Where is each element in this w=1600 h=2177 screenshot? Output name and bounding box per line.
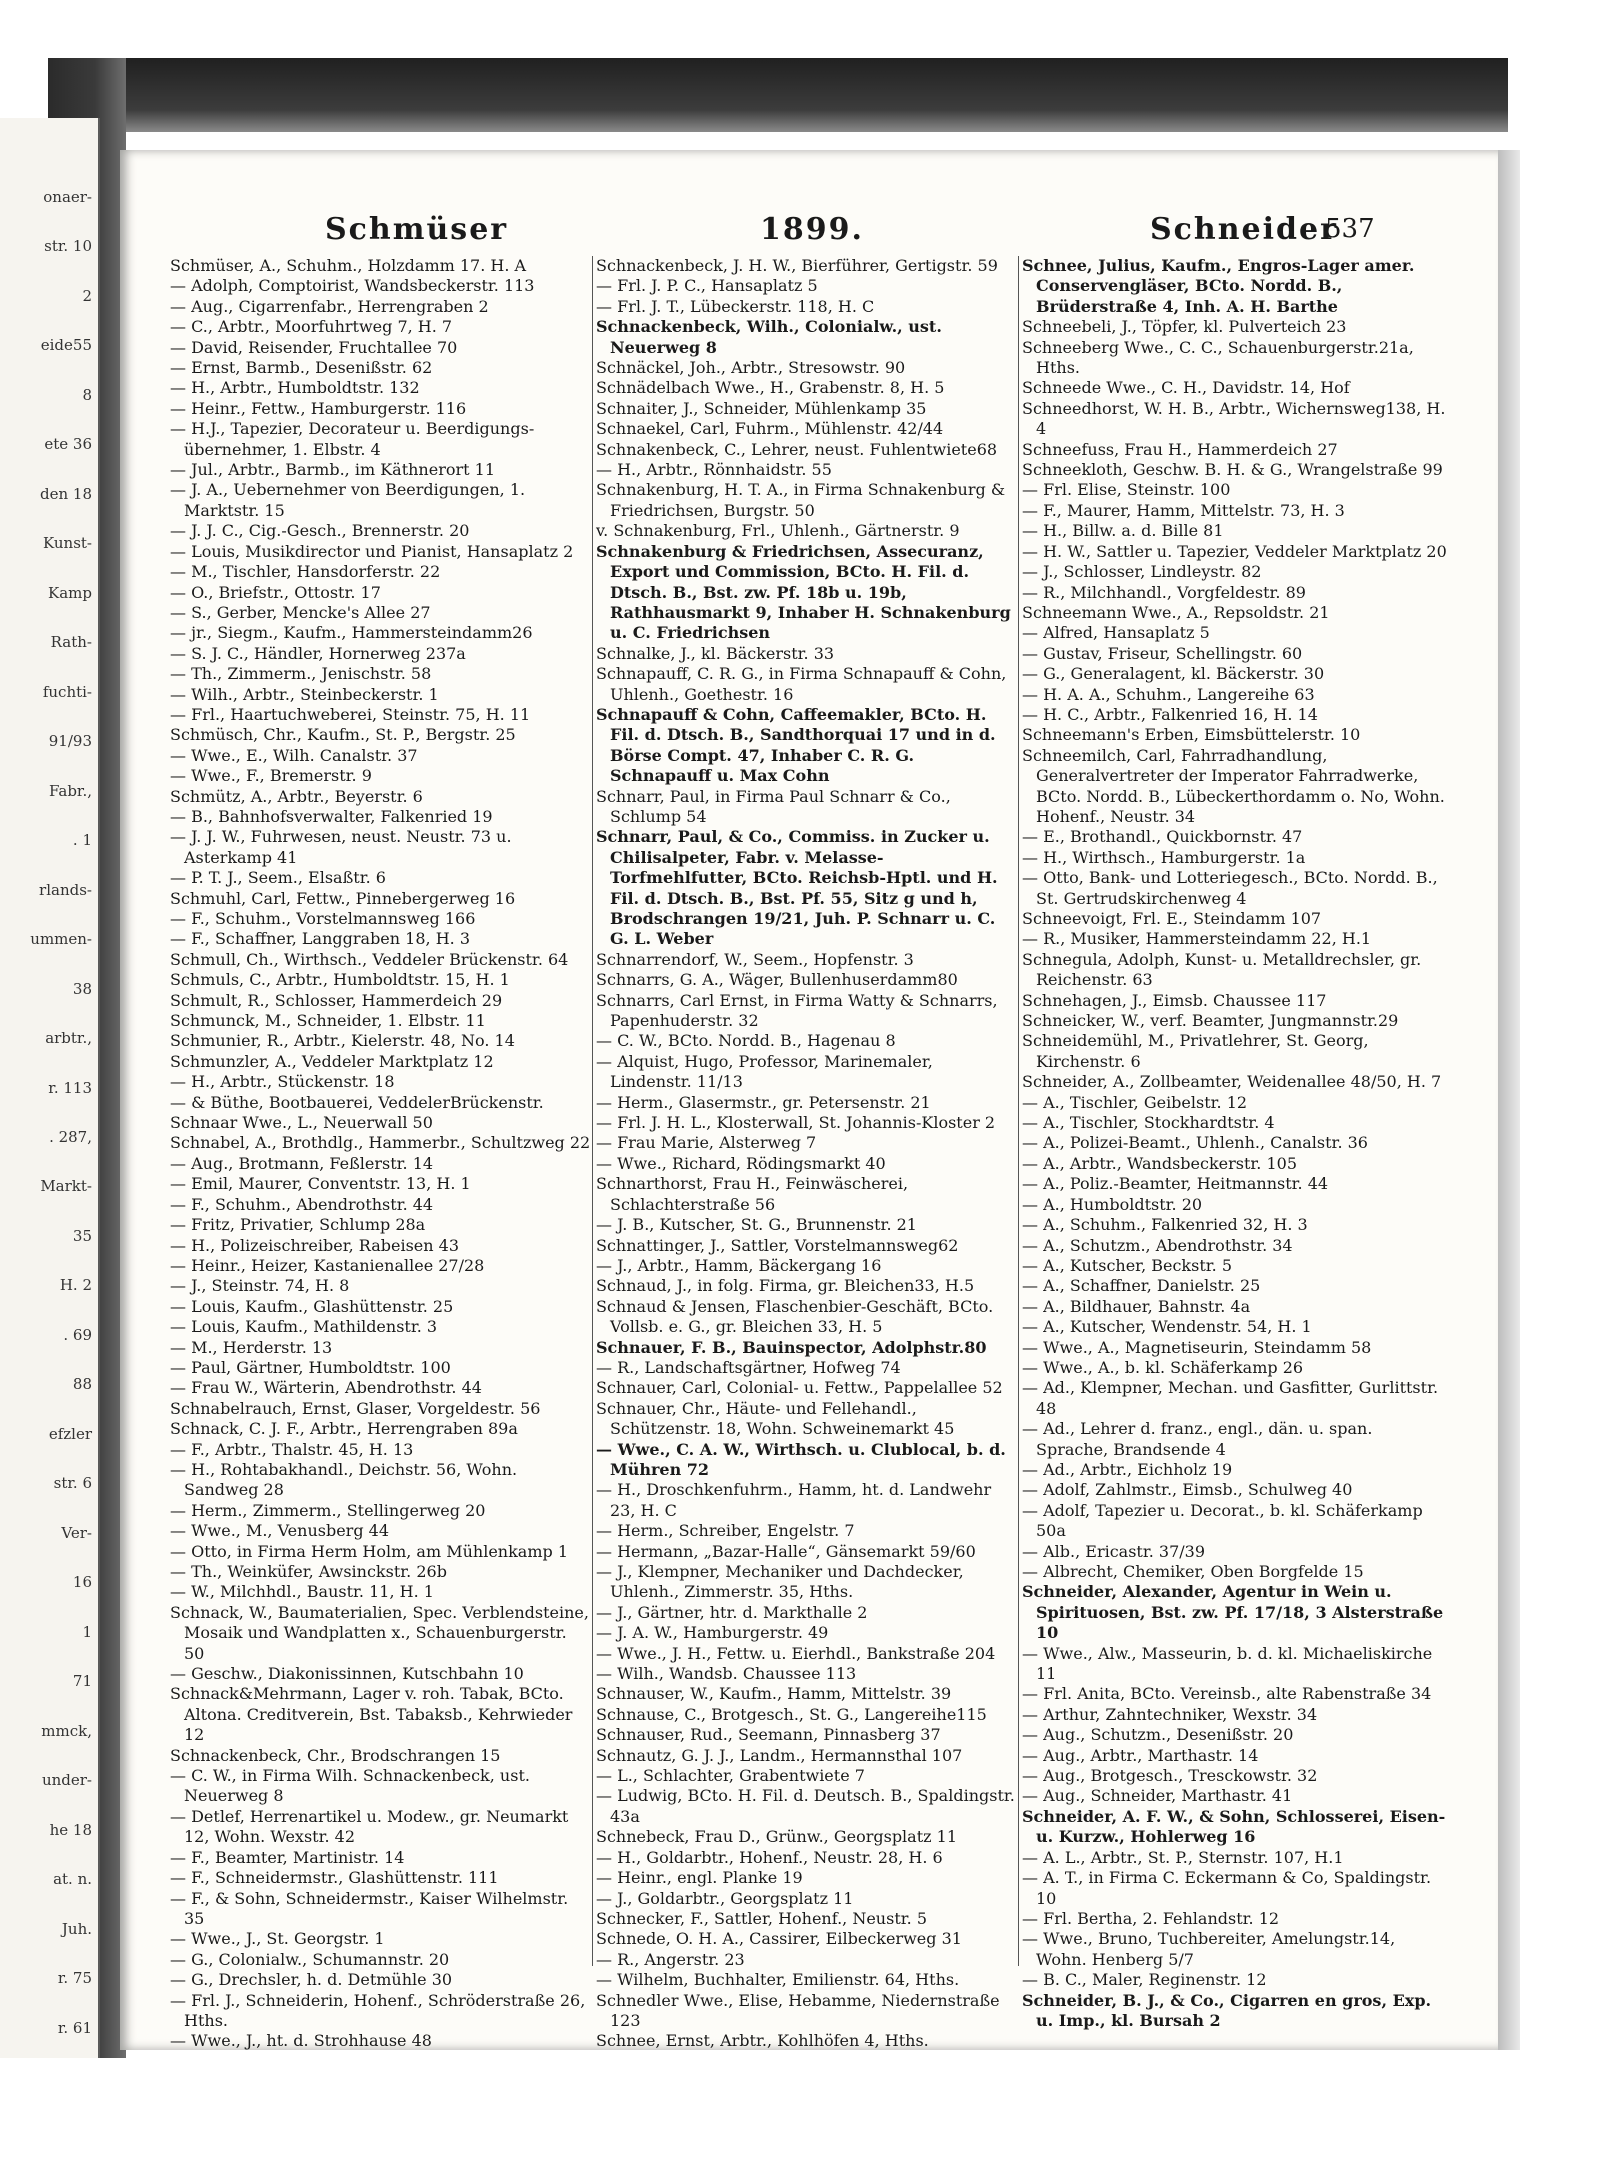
directory-entry: — A., Tischler, Stockhardtstr. 4 <box>1022 1113 1275 1133</box>
directory-entry: Schnarr, Paul, & Co., Commiss. in Zucker u. Chilisalpeter, Fabr. v. Melasse-Torfmehlfutter, BCto. Reichsb-Hptl. und H. Fil. d. Dtsch. B., Bst. Pf. 55, Sitz g und h, Brodschrangen 19/21, Juh. P. Schnarr u. C. G. L. Weber <box>596 827 998 949</box>
directory-entry: — A., Humboldtstr. 20 <box>1022 1194 1203 1214</box>
directory-entry: — Wwe., M., Venusberg 44 <box>170 1521 390 1541</box>
directory-entry: — E., Brothandl., Quickbornstr. 47 <box>1022 827 1303 847</box>
directory-entry: — M., Herderstr. 13 <box>170 1337 333 1357</box>
directory-entry: Schmunck, M., Schneider, 1. Elbstr. 11 <box>170 1011 486 1031</box>
directory-entry: — Heinr., engl. Planke 19 <box>596 1868 803 1888</box>
directory-entry: — F., Schuhm., Abendrothstr. 44 <box>170 1194 434 1214</box>
directory-entry: Schnaiter, J., Schneider, Mühlenkamp 35 <box>596 398 927 418</box>
directory-entry: — Wwe., Richard, Rödingsmarkt 40 <box>596 1153 886 1173</box>
directory-entry: — G., Colonialw., Schumannstr. 20 <box>170 1949 450 1969</box>
directory-entry: — Frau Marie, Alsterweg 7 <box>596 1133 817 1153</box>
directory-entry: — Wwe., E., Wilh. Canalstr. 37 <box>170 745 418 765</box>
directory-entry: — A., Kutscher, Wendenstr. 54, H. 1 <box>1022 1317 1312 1337</box>
directory-entry: — Frau W., Wärterin, Abendrothstr. 44 <box>170 1378 482 1398</box>
directory-entry: Schnapauff & Cohn, Caffeemakler, BCto. H. Fil. d. Dtsch. B., Sandthorquai 17 und in d. Börse Compt. 47, Inhaber C. R. G. Schnapauff u. Max Cohn <box>596 704 996 786</box>
directory-entry: Schnack, C. J. F., Arbtr., Herrengraben 89a <box>170 1419 518 1439</box>
directory-entry: — Wilh., Arbtr., Steinbeckerstr. 1 <box>170 684 439 704</box>
margin-fragment: mmck, <box>41 1721 92 1740</box>
directory-entry: Schnebeck, Frau D., Grünw., Georgsplatz 11 <box>596 1827 958 1847</box>
margin-fragment: 35 <box>72 1226 92 1245</box>
directory-entry: — Arthur, Zahntechniker, Wexstr. 34 <box>1022 1704 1318 1724</box>
directory-entry: Schnabelrauch, Ernst, Glaser, Vorgeldestr. 56 <box>170 1398 541 1418</box>
margin-fragment: Juh. <box>61 1919 92 1938</box>
directory-entry: — David, Reisender, Fruchtallee 70 <box>170 337 458 357</box>
directory-entry: Schmuhl, Carl, Fettw., Pinnebergerweg 16 <box>170 888 516 908</box>
margin-fragment: onaer- <box>43 188 92 206</box>
directory-entry: — J., Goldarbtr., Georgsplatz 11 <box>596 1888 854 1908</box>
directory-entry: — F., Maurer, Hamm, Mittelstr. 73, H. 3 <box>1022 500 1345 520</box>
directory-entry: — C. W., in Firma Wilh. Schnackenbeck, ust. Neuerweg 8 <box>170 1766 530 1806</box>
directory-entry: — G., Generalagent, kl. Bäckerstr. 30 <box>1022 664 1325 684</box>
directory-entry: Schnackenbeck, Wilh., Colonialw., ust. Neuerweg 8 <box>596 317 942 357</box>
directory-entry: Schnarr, Paul, in Firma Paul Schnarr & Co., Schlump 54 <box>596 786 951 826</box>
directory-entry: Schnee, Ernst, Arbtr., Kohlhöfen 4, Hths. <box>596 2031 929 2051</box>
directory-entry: Schnaud, J., in folg. Firma, gr. Bleichen33, H.5 <box>596 1276 975 1296</box>
directory-entry: Schnalke, J., kl. Bäckerstr. 33 <box>596 643 835 663</box>
directory-entry: Schnauer, Carl, Colonial- u. Fettw., Pappelallee 52 <box>596 1378 1003 1398</box>
directory-entry: Schnegula, Adolph, Kunst- u. Metalldrechsler, gr. Reichenstr. 63 <box>1022 949 1422 990</box>
page-number: 537 <box>1325 214 1375 244</box>
directory-entry: — Detlef, Herrenartikel u. Modew., gr. Neumarkt 12, Wohn. Wexstr. 42 <box>170 1806 569 1847</box>
directory-entry: Schneefuss, Frau H., Hammerdeich 27 <box>1022 439 1338 459</box>
directory-entry: — Albrecht, Chemiker, Oben Borgfelde 15 <box>1022 1562 1364 1581</box>
directory-entry: Schneidemühl, M., Privatlehrer, St. Georg, Kirchenstr. 6 <box>1022 1031 1369 1071</box>
directory-entry: Schnakenburg & Friedrichsen, Assecuranz, Export und Commission, BCto. H. Fil. d. Dtsch. B., Bst. zw. Pf. 18b u. 19b, Rathhausmarkt 9, Inhaber H. Schnakenburg u. C. Friedrichsen <box>596 541 1011 643</box>
directory-entry: Schmüsch, Chr., Kaufm., St. P., Bergstr. 25 <box>170 725 516 745</box>
directory-entry: — Aug., Cigarrenfabr., Herrengraben 2 <box>170 296 489 316</box>
directory-entry: Schnedler Wwe., Elise, Hebamme, Niedernstraße 123 <box>596 1990 1000 2030</box>
page-header <box>120 212 1500 252</box>
directory-entry: — Ad., Lehrer d. franz., engl., dän. u. span. Sprache, Brandsende 4 <box>1022 1419 1373 1459</box>
directory-entry: — Alb., Ericastr. 37/39 <box>1022 1541 1206 1561</box>
directory-entry: — A., Poliz.-Beamter, Heitmannstr. 44 <box>1022 1174 1329 1194</box>
directory-entry: — Aug., Schneider, Marthastr. 41 <box>1022 1786 1293 1806</box>
margin-fragment: eide55 <box>40 336 92 355</box>
directory-entry: — Ad., Arbtr., Eichholz 19 <box>1022 1459 1233 1479</box>
directory-entry: — Frl. Elise, Steinstr. 100 <box>1022 480 1231 500</box>
directory-entry: Schnehagen, J., Eimsb. Chaussee 117 <box>1022 990 1327 1010</box>
directory-entry: — A., Bildhauer, Bahnstr. 4a <box>1022 1296 1251 1316</box>
directory-entry: Schnautz, G. J. J., Landm., Hermannsthal 107 <box>596 1745 963 1765</box>
directory-entry: — Otto, Bank- und Lotteriegesch., BCto. Nordd. B., St. Gertrudskirchenweg 4 <box>1022 868 1438 908</box>
directory-entry: — Wwe., Bruno, Tuchbereiter, Amelungstr.14, Wohn. Henberg 5/7 <box>1022 1929 1396 1969</box>
directory-entry: Schnarthorst, Frau H., Feinwäscherei, Schlachterstraße 56 <box>596 1174 909 1214</box>
directory-entry: — J., Gärtner, htr. d. Markthalle 2 <box>596 1602 868 1622</box>
directory-entry: — Herm., Schreiber, Engelstr. 7 <box>596 1521 855 1541</box>
directory-entry: — Wwe., J. H., Fettw. u. Eierhdl., Bankstraße 204 <box>596 1643 996 1663</box>
directory-entry: — Ludwig, BCto. H. Fil. d. Deutsch. B., Spaldingstr. 43a <box>596 1786 1015 1826</box>
entries-column-2 <box>596 256 1018 2052</box>
directory-entry: Schnarrendorf, W., Seem., Hopfenstr. 3 <box>596 949 914 969</box>
directory-entry: — Adolf, Zahlmstr., Eimsb., Schulweg 40 <box>1022 1480 1353 1500</box>
margin-fragment: fuchti- <box>42 682 92 701</box>
directory-entry: — A., Schaffner, Danielstr. 25 <box>1022 1276 1261 1296</box>
directory-entry: — A., Schutzm., Abendrothstr. 34 <box>1022 1235 1293 1255</box>
directory-entry: Schmull, Ch., Wirthsch., Veddeler Brückenstr. 64 <box>170 949 569 969</box>
directory-entry: — J., Steinstr. 74, H. 8 <box>170 1276 350 1296</box>
directory-entry: — J., Arbtr., Hamm, Bäckergang 16 <box>596 1255 882 1275</box>
header-year: 1899. <box>760 212 864 247</box>
directory-entry: Schmunzler, A., Veddeler Marktplatz 12 <box>170 1051 494 1071</box>
directory-entry: Schnauser, W., Kaufm., Hamm, Mittelstr. 39 <box>596 1684 952 1704</box>
directory-entry: Schnauer, F. B., Bauinspector, Adolphstr.80 <box>596 1337 987 1357</box>
directory-entry: — S. J. C., Händler, Hornerweg 237a <box>170 643 466 663</box>
directory-entry: — Wwe., Alw., Masseurin, b. d. kl. Michaeliskirche 11 <box>1022 1643 1433 1684</box>
directory-entry: — Louis, Musikdirector und Pianist, Hansaplatz 2 <box>170 541 574 561</box>
directory-entry: — Herm., Zimmerm., Stellingerweg 20 <box>170 1500 486 1520</box>
directory-entry: — G., Drechsler, h. d. Detmühle 30 <box>170 1970 453 1990</box>
directory-entry: — F., Arbtr., Thalstr. 45, H. 13 <box>170 1439 414 1459</box>
directory-entry: — A., Arbtr., Wandsbeckerstr. 105 <box>1022 1153 1297 1173</box>
directory-entry: — J. A. W., Hamburgerstr. 49 <box>596 1623 829 1643</box>
directory-entry: — Aug., Brotmann, Feßlerstr. 14 <box>170 1153 434 1173</box>
directory-entry: Schnakenbeck, C., Lehrer, neust. Fuhlentwiete68 <box>596 439 998 459</box>
margin-fragment: . 69 <box>63 1325 92 1344</box>
margin-fragment: rlands- <box>39 880 92 899</box>
directory-entry: — Aug., Brotgesch., Tresckowstr. 32 <box>1022 1766 1318 1786</box>
directory-entry: — Wwe., A., Magnetiseurin, Steindamm 58 <box>1022 1337 1372 1357</box>
directory-entry: Schneider, Alexander, Agentur in Wein u. Spirituosen, Bst. zw. Pf. 17/18, 3 Alsterstraße 10 <box>1022 1582 1444 1643</box>
directory-entry: — C., Arbtr., Moorfuhrtweg 7, H. 7 <box>170 317 453 337</box>
margin-fragment: r. 61 <box>57 2018 92 2037</box>
directory-entry: — H., Arbtr., Rönnhaidstr. 55 <box>596 460 832 480</box>
directory-entry: Schmuls, C., Arbtr., Humboldtstr. 15, H. 1 <box>170 970 510 990</box>
directory-entry: — Frl. J., Schneiderin, Hohenf., Schröderstraße 26, Hths. <box>170 1990 586 2030</box>
directory-entry: — J., Klempner, Mechaniker und Dachdecker, Uhlenh., Zimmerstr. 35, Hths. <box>596 1562 964 1602</box>
directory-entry: Schmunier, R., Arbtr., Kielerstr. 48, No. 14 <box>170 1031 515 1051</box>
directory-entry: Schneebeli, J., Töpfer, kl. Pulverteich 23 <box>1022 317 1347 337</box>
directory-entry: — Wilhelm, Buchhalter, Emilienstr. 64, Hths. <box>596 1970 960 1990</box>
book-top-edge <box>48 58 1508 132</box>
margin-fragment: str. 10 <box>44 237 92 256</box>
directory-entry: Schnackenbeck, Chr., Brodschrangen 15 <box>170 1745 501 1765</box>
directory-entry: — Ernst, Barmb., Desenißstr. 62 <box>170 358 433 378</box>
directory-entry: — L., Schlachter, Grabentwiete 7 <box>596 1766 865 1786</box>
directory-entry: — Wwe., C. A. W., Wirthsch. u. Clublocal, b. d. Mühren 72 <box>596 1439 1006 1479</box>
directory-entry: — Otto, in Firma Herm Holm, am Mühlenkamp 1 <box>170 1541 569 1561</box>
margin-fragment: Markt- <box>40 1177 92 1196</box>
directory-entry: Schmüser, A., Schuhm., Holzdamm 17. H. A <box>170 256 527 275</box>
margin-fragment: ummen- <box>30 930 92 949</box>
directory-entry: Schneede Wwe., C. H., Davidstr. 14, Hof <box>1022 378 1350 398</box>
directory-entry: — R., Landschaftsgärtner, Hofweg 74 <box>596 1357 901 1377</box>
entries-column-3 <box>1022 256 1448 2031</box>
directory-entry: — H., Rohtabakhandl., Deichstr. 56, Wohn. Sandweg 28 <box>170 1459 518 1500</box>
directory-entry: — Wwe., F., Bremerstr. 9 <box>170 766 372 786</box>
directory-entry: Schneevoigt, Frl. E., Steindamm 107 <box>1022 909 1322 928</box>
margin-fragment: Ver- <box>61 1523 92 1542</box>
directory-entry: Schnee, Julius, Kaufm., Engros-Lager amer. Conservengläser, BCto. Nordd. B., Brüderstraße 4, Inh. A. H. Barthe <box>1022 256 1415 316</box>
directory-entry: Schnede, O. H. A., Cassirer, Eilbeckerweg 31 <box>596 1929 962 1949</box>
directory-entry: — Adolf, Tapezier u. Decorat., b. kl. Schäferkamp 50a <box>1022 1500 1423 1541</box>
directory-entry: — B. C., Maler, Reginenstr. 12 <box>1022 1970 1267 1990</box>
directory-entry: — A., Tischler, Geibelstr. 12 <box>1022 1092 1248 1112</box>
directory-entry: — R., Angerstr. 23 <box>596 1949 745 1969</box>
directory-entry: — A., Schuhm., Falkenried 32, H. 3 <box>1022 1215 1308 1235</box>
directory-entry: — B., Bahnhofsverwalter, Falkenried 19 <box>170 806 493 826</box>
margin-fragment: str. 6 <box>53 1474 92 1493</box>
margin-fragment: Rath- <box>50 633 92 652</box>
directory-entry: — Wwe., A., b. kl. Schäferkamp 26 <box>1022 1357 1304 1377</box>
directory-entry: — Louis, Kaufm., Glashüttenstr. 25 <box>170 1296 454 1316</box>
directory-entry: Schneider, A. F. W., & Sohn, Schlosserei, Eisen- u. Kurzw., Hohlerweg 16 <box>1022 1806 1446 1847</box>
directory-entry: — Aug., Schutzm., Desenißstr. 20 <box>1022 1725 1294 1745</box>
entries-column-1 <box>170 256 592 2052</box>
directory-entry: — Frl. J. T., Lübeckerstr. 118, H. C <box>596 296 875 316</box>
directory-entry: Schneeberg Wwe., C. C., Schauenburgerstr.21a, Hths. <box>1022 337 1414 378</box>
directory-entry: — jr., Siegm., Kaufm., Hammersteindamm26 <box>170 623 533 643</box>
directory-entry: — A. T., in Firma C. Eckermann & Co, Spaldingstr. 10 <box>1022 1868 1432 1908</box>
directory-entry: Schnarrs, Carl Ernst, in Firma Watty & Schnarrs, Papenhuderstr. 32 <box>596 990 998 1031</box>
directory-entry: Schnarrs, G. A., Wäger, Bullenhuserdamm80 <box>596 970 958 990</box>
directory-entry: Schnakenburg, H. T. A., in Firma Schnakenburg & Friedrichsen, Burgstr. 50 <box>596 480 1006 520</box>
directory-entry: Schnädelbach Wwe., H., Grabenstr. 8, H. 5 <box>596 378 945 398</box>
margin-fragment: r. 75 <box>57 1969 92 1988</box>
margin-fragment: Kunst- <box>43 534 92 553</box>
directory-entry: — Fritz, Privatier, Schlump 28a <box>170 1215 426 1235</box>
directory-entry: — Adolph, Comptoirist, Wandsbeckerstr. 113 <box>170 276 535 296</box>
column-divider <box>592 256 593 1966</box>
column-divider <box>1018 256 1019 1966</box>
directory-entry: Schnaekel, Carl, Fuhrm., Mühlenstr. 42/44 <box>596 419 944 439</box>
directory-entry: Schnecker, F., Sattler, Hohenf., Neustr. 5 <box>596 1908 927 1928</box>
directory-entry: — Hermann, „Bazar-Halle“, Gänsemarkt 59/60 <box>596 1541 976 1561</box>
directory-entry: — Th., Zimmerm., Jenischstr. 58 <box>170 664 432 684</box>
directory-entry: Schnauser, Rud., Seemann, Pinnasberg 37 <box>596 1725 941 1745</box>
directory-entry: — F., Schaffner, Langgraben 18, H. 3 <box>170 929 470 949</box>
directory-entry: Schnabel, A., Brothdlg., Hammerbr., Schultzweg 22 <box>170 1133 591 1153</box>
directory-entry: — Jul., Arbtr., Barmb., im Käthnerort 11 <box>170 460 495 480</box>
directory-entry: Schneedhorst, W. H. B., Arbtr., Wichernsweg138, H. 4 <box>1022 398 1446 439</box>
directory-entry: — & Büthe, Bootbauerei, VeddelerBrückenstr. <box>170 1092 544 1112</box>
directory-entry: — Alfred, Hansaplatz 5 <box>1022 623 1210 643</box>
directory-entry: — J., Schlosser, Lindleystr. 82 <box>1022 562 1262 582</box>
margin-fragment: Fabr., <box>49 781 92 800</box>
directory-entry: — H. W., Sattler u. Tapezier, Veddeler Marktplatz 20 <box>1022 541 1447 561</box>
directory-entry: — H., Arbtr., Stückenstr. 18 <box>170 1072 395 1092</box>
margin-fragment: 1 <box>82 1622 92 1641</box>
directory-entry: — Th., Weinküfer, Awsinckstr. 26b <box>170 1562 447 1581</box>
previous-page-margin <box>0 118 100 2058</box>
directory-entry: — W., Milchhdl., Baustr. 11, H. 1 <box>170 1582 434 1602</box>
margin-fragment: at. n. <box>53 1870 92 1889</box>
directory-entry: — A., Polizei-Beamt., Uhlenh., Canalstr. 36 <box>1022 1133 1368 1153</box>
directory-entry: — H.J., Tapezier, Decorateur u. Beerdigungs-übernehmer, 1. Elbstr. 4 <box>170 419 535 459</box>
margin-fragment: 16 <box>72 1573 92 1592</box>
directory-entry: — Gustav, Friseur, Schellingstr. 60 <box>1022 643 1303 663</box>
directory-entry: — F., Schneidermstr., Glashüttenstr. 111 <box>170 1868 499 1888</box>
directory-entry: — Wilh., Wandsb. Chaussee 113 <box>596 1664 857 1684</box>
margin-fragment: Kamp <box>48 583 92 602</box>
directory-entry: — C. W., BCto. Nordd. B., Hagenau 8 <box>596 1031 896 1051</box>
directory-page <box>120 150 1500 2050</box>
header-right-catchword: Schneider <box>1150 212 1338 247</box>
directory-entry: — H. C., Arbtr., Falkenried 16, H. 14 <box>1022 704 1318 724</box>
directory-entry: — J. J. C., Cig.-Gesch., Brennerstr. 20 <box>170 521 470 541</box>
directory-entry: — Frl. Bertha, 2. Fehlandstr. 12 <box>1022 1908 1280 1928</box>
directory-entry: — M., Tischler, Hansdorferstr. 22 <box>170 562 441 582</box>
directory-entry: — S., Gerber, Mencke's Allee 27 <box>170 602 431 622</box>
directory-entry: v. Schnakenburg, Frl., Uhlenh., Gärtnerstr. 9 <box>596 521 960 541</box>
directory-entry: — F., Schuhm., Vorstelmannsweg 166 <box>170 909 476 928</box>
directory-entry: — Wwe., J., ht. d. Strohhause 48 <box>170 2031 432 2051</box>
margin-fragment: 8 <box>82 385 92 404</box>
directory-entry: Schnäckel, Joh., Arbtr., Stresowstr. 90 <box>596 358 906 378</box>
directory-entry: Schmult, R., Schlosser, Hammerdeich 29 <box>170 990 503 1010</box>
directory-entry: — Heinr., Heizer, Kastanienallee 27/28 <box>170 1255 485 1275</box>
directory-entry: Schneekloth, Geschw. B. H. & G., Wrangelstraße 99 <box>1022 460 1443 480</box>
directory-entry: — R., Musiker, Hammersteindamm 22, H.1 <box>1022 929 1372 949</box>
directory-entry: Schnaud & Jensen, Flaschenbier-Geschäft, BCto. Vollsb. e. G., gr. Bleichen 33, H. 5 <box>596 1296 994 1337</box>
directory-entry: Schnackenbeck, J. H. W., Bierführer, Gertigstr. 59 <box>596 256 998 275</box>
directory-entry: Schnattinger, J., Sattler, Vorstelmannsweg62 <box>596 1235 959 1255</box>
directory-entry: — Heinr., Fettw., Hamburgerstr. 116 <box>170 398 467 418</box>
directory-entry: — P. T. J., Seem., Elsaßtr. 6 <box>170 868 386 888</box>
directory-entry: Schneemann's Erben, Eimsbüttelerstr. 10 <box>1022 725 1361 745</box>
directory-entry: — H., Billw. a. d. Bille 81 <box>1022 521 1224 541</box>
directory-entry: Schnauer, Chr., Häute- und Fellehandl., Schützenstr. 18, Wohn. Schweinemarkt 45 <box>596 1398 955 1439</box>
margin-fragment: efzler <box>48 1424 92 1443</box>
margin-fragment: . 1 <box>72 831 92 850</box>
directory-entry: — H., Wirthsch., Hamburgerstr. 1a <box>1022 847 1306 867</box>
directory-entry: — Louis, Kaufm., Mathildenstr. 3 <box>170 1317 438 1337</box>
directory-entry: Schnack&Mehrmann, Lager v. roh. Tabak, BCto. Altona. Creditverein, Bst. Tabaksb., Kehrwieder 12 <box>170 1684 573 1745</box>
directory-entry: — Paul, Gärtner, Humboldtstr. 100 <box>170 1357 451 1377</box>
margin-fragment: den 18 <box>40 484 92 503</box>
margin-fragment: . 287, <box>49 1128 92 1146</box>
directory-entry: — H., Droschkenfuhrm., Hamm, ht. d. Landwehr 23, H. C <box>596 1480 992 1520</box>
directory-entry: — A., Kutscher, Beckstr. 5 <box>1022 1255 1233 1275</box>
directory-entry: — Alquist, Hugo, Professor, Marinemaler, Lindenstr. 11/13 <box>596 1051 933 1092</box>
directory-entry: — Wwe., J., St. Georgstr. 1 <box>170 1929 385 1949</box>
directory-entry: — J. J. W., Fuhrwesen, neust. Neustr. 73 u. Asterkamp 41 <box>170 827 512 867</box>
directory-entry: Schneicker, W., verf. Beamter, Jungmannstr.29 <box>1022 1011 1399 1031</box>
margin-fragment: r. 113 <box>48 1078 92 1097</box>
directory-entry: — J. B., Kutscher, St. G., Brunnenstr. 21 <box>596 1215 917 1235</box>
directory-entry: Schneider, A., Zollbeamter, Weidenallee 48/50, H. 7 <box>1022 1072 1442 1092</box>
directory-entry: Schnaar Wwe., L., Neuerwall 50 <box>170 1113 433 1133</box>
directory-entry: Schneemann Wwe., A., Repsoldstr. 21 <box>1022 602 1330 622</box>
directory-entry: — Frl. Anita, BCto. Vereinsb., alte Rabenstraße 34 <box>1022 1684 1432 1704</box>
directory-entry: — H., Arbtr., Humboldtstr. 132 <box>170 378 420 398</box>
directory-entry: Schnack, W., Baumaterialien, Spec. Verblendsteine, Mosaik und Wandplatten x., Schauenburgerstr. 50 <box>170 1602 589 1663</box>
directory-entry: — A. L., Arbtr., St. P., Sternstr. 107, H.1 <box>1022 1847 1344 1867</box>
directory-entry: — Geschw., Diakonissinnen, Kutschbahn 10 <box>170 1664 524 1684</box>
directory-entry: — F., Beamter, Martinistr. 14 <box>170 1847 405 1867</box>
margin-fragment: 91/93 <box>48 732 92 751</box>
directory-entry: Schmütz, A., Arbtr., Beyerstr. 6 <box>170 786 423 806</box>
directory-entry: — J. A., Uebernehmer von Beerdigungen, 1. Marktstr. 15 <box>170 480 526 520</box>
directory-entry: — Frl. J. P. C., Hansaplatz 5 <box>596 276 818 296</box>
directory-entry: Schneemilch, Carl, Fahrradhandlung, Generalvertreter der Imperator Fahrradwerke, BCto. Nordd. B., Lübeckerthordamm o. No, Wohn. Hohenf., Neustr. 34 <box>1022 745 1445 826</box>
margin-fragment: under- <box>41 1771 92 1790</box>
margin-fragment: 71 <box>72 1672 92 1691</box>
directory-entry: Schneider, B. J., & Co., Cigarren en gros, Exp. u. Imp., kl. Bursah 2 <box>1022 1990 1432 2030</box>
directory-entry: Schnause, C., Brotgesch., St. G., Langereihe115 <box>596 1704 987 1724</box>
margin-fragment: 38 <box>72 979 92 998</box>
directory-entry: Schnapauff, C. R. G., in Firma Schnapauff & Cohn, Uhlenh., Goethestr. 16 <box>596 664 1007 704</box>
page-edge <box>1498 150 1520 2050</box>
directory-entry: — H. A. A., Schuhm., Langereihe 63 <box>1022 684 1315 704</box>
directory-entry: — F., & Sohn, Schneidermstr., Kaiser Wilhelmstr. 35 <box>170 1888 569 1928</box>
margin-fragment: H. 2 <box>59 1276 92 1295</box>
margin-fragment: arbtr., <box>45 1029 92 1048</box>
directory-entry: — Emil, Maurer, Conventstr. 13, H. 1 <box>170 1174 471 1194</box>
margin-fragment: 2 <box>82 286 92 305</box>
directory-entry: — H., Goldarbtr., Hohenf., Neustr. 28, H. 6 <box>596 1847 943 1867</box>
directory-entry: — O., Briefstr., Ottostr. 17 <box>170 582 381 602</box>
margin-fragment: he 18 <box>49 1820 92 1839</box>
directory-entry: — H., Polizeischreiber, Rabeisen 43 <box>170 1235 459 1255</box>
margin-fragment: ete 36 <box>44 435 92 454</box>
header-left-catchword: Schmüser <box>325 212 509 247</box>
directory-entry: — Frl. J. H. L., Klosterwall, St. Johannis-Kloster 2 <box>596 1113 996 1133</box>
directory-entry: — Aug., Arbtr., Marthastr. 14 <box>1022 1745 1259 1765</box>
directory-entry: — Frl., Haartuchweberei, Steinstr. 75, H. 11 <box>170 704 531 724</box>
directory-entry: — R., Milchhandl., Vorgfeldestr. 89 <box>1022 582 1306 602</box>
margin-fragment: 88 <box>72 1375 92 1394</box>
directory-entry: — Ad., Klempner, Mechan. und Gasfitter, Gurlittstr. 48 <box>1022 1378 1439 1418</box>
directory-entry: — Herm., Glasermstr., gr. Petersenstr. 21 <box>596 1092 931 1112</box>
